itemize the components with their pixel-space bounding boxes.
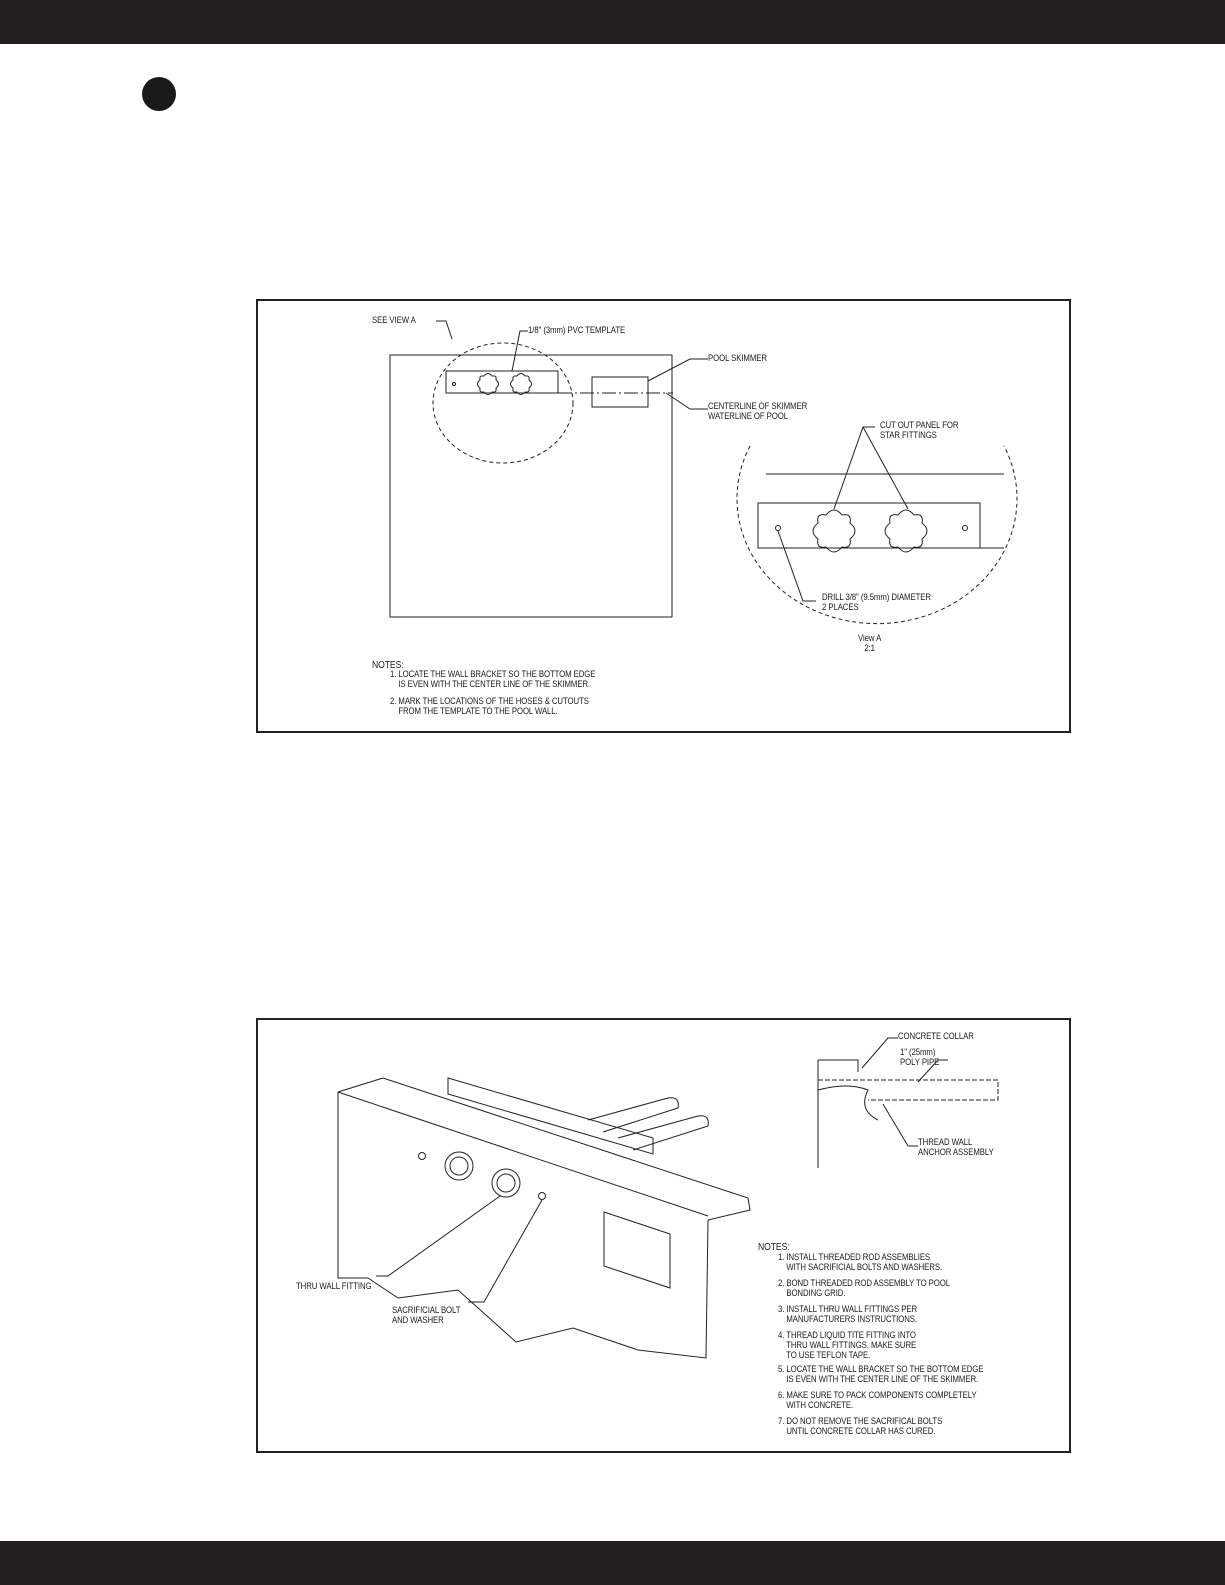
sacrificial-bolt-right-icon — [539, 1193, 546, 1200]
header-bar — [0, 0, 1225, 44]
drill-label: DRILL 3/8" (9.5mm) DIAMETER 2 PLACES — [822, 592, 931, 613]
anchor-leader — [883, 1104, 918, 1146]
see-view-a-label: SEE VIEW A — [372, 315, 416, 326]
figure2-note-7: 7. DO NOT REMOVE THE SACRIFICAL BOLTS UNTIL CONCRETE COLLAR HAS CURED. — [778, 1416, 943, 1437]
figure1-notes-title: NOTES: — [372, 659, 404, 671]
figure2-note-2: 2. BOND THREADED ROD ASSEMBLY TO POOL BONDING GRID. — [778, 1278, 951, 1299]
template-layout-diagram — [256, 299, 1071, 733]
pool-skimmer-box — [592, 377, 648, 407]
view-a-star-left-icon — [813, 510, 855, 552]
sacrificial-bolt-label: SACRIFICIAL BOLT AND WASHER — [392, 1305, 461, 1326]
star-cutout-left-icon — [478, 374, 499, 395]
bracket-window — [604, 1212, 670, 1288]
template-leader — [512, 331, 528, 371]
poly-pipe-label: 1" (25mm) POLY PIPE — [900, 1047, 940, 1068]
view-a-template-strip — [758, 503, 980, 548]
star-cutout-right-icon — [511, 374, 532, 395]
wall-bracket-drawing — [258, 1020, 1069, 1451]
centerline-label: CENTERLINE OF SKIMMER WATERLINE OF POOL — [708, 401, 808, 422]
concrete-collar-outline — [818, 1060, 858, 1072]
cut-out-leader-left — [834, 427, 875, 509]
poly-pipe-section — [818, 1080, 998, 1100]
pvc-template-label: 1/8" (3mm) PVC TEMPLATE — [528, 325, 626, 336]
pool-wall-outline — [390, 355, 672, 617]
figure2-note-1: 1. INSTALL THREADED ROD ASSEMBLIES WITH SACRIFICIAL BOLTS AND WASHERS. — [778, 1252, 943, 1273]
sacrificial-bolt-left-icon — [419, 1153, 426, 1160]
step-bullet-icon — [142, 77, 176, 111]
pipe-upper — [588, 1098, 678, 1132]
footer-bar — [0, 1541, 1225, 1585]
template-hole-icon — [453, 383, 456, 386]
pipe-lower — [618, 1116, 708, 1150]
thread-anchor-label: THREAD WALL ANCHOR ASSEMBLY — [918, 1137, 994, 1158]
figure1-note-2: 2. MARK THE LOCATIONS OF THE HOSES & CUTOUTS FROM THE TEMPLATE TO THE POOL WALL. — [390, 696, 589, 717]
anchor-assembly-section — [818, 1086, 878, 1120]
thru-wall-fitting-right-icon — [492, 1169, 520, 1197]
concrete-collar-leader — [862, 1038, 898, 1068]
figure2-note-4: 4. THREAD LIQUID TITE FITTING INTO THRU WALL FITTINGS. MAKE SURE TO USE TEFLON TAPE. — [778, 1330, 917, 1361]
cut-out-panel-label: CUT OUT PANEL FOR STAR FITTINGS — [880, 420, 959, 441]
figure2-note-3: 3. INSTALL THRU WALL FITTINGS PER MANUFACTURERS INSTRUCTIONS. — [778, 1304, 917, 1325]
drill-leader — [778, 531, 816, 601]
wall-bracket-installation-diagram — [256, 1018, 1071, 1453]
thru-wall-fitting-label: THRU WALL FITTING — [296, 1281, 372, 1292]
pvc-template-strip — [446, 371, 558, 393]
thru-wall-fitting-left-icon — [445, 1152, 473, 1180]
figure2-note-5: 5. LOCATE THE WALL BRACKET SO THE BOTTOM EDGE IS EVEN WITH THE CENTER LINE OF THE SKIMMER. — [778, 1364, 984, 1385]
figure2-note-6: 6. MAKE SURE TO PACK COMPONENTS COMPLETELY WITH CONCRETE. — [778, 1390, 977, 1411]
figure2-notes-title: NOTES: — [758, 1241, 790, 1253]
concrete-collar-label: CONCRETE COLLAR — [898, 1031, 974, 1042]
sacrificial-leader — [468, 1200, 542, 1302]
pool-skimmer-label: POOL SKIMMER — [708, 353, 767, 364]
see-view-leader — [436, 321, 452, 339]
view-a-callout-circle — [433, 343, 573, 463]
figure1-note-1: 1. LOCATE THE WALL BRACKET SO THE BOTTOM EDGE IS EVEN WITH THE CENTER LINE OF THE SKIMMER. — [390, 669, 596, 690]
view-a-scale-label: View A 2:1 — [858, 633, 882, 654]
drill-hole-left-icon — [776, 526, 781, 531]
skimmer-leader — [648, 359, 708, 381]
thru-wall-leader — [376, 1196, 500, 1276]
bracket-top-rail — [448, 1078, 653, 1154]
view-a-star-right-icon — [885, 510, 927, 552]
drill-hole-right-icon — [963, 526, 968, 531]
